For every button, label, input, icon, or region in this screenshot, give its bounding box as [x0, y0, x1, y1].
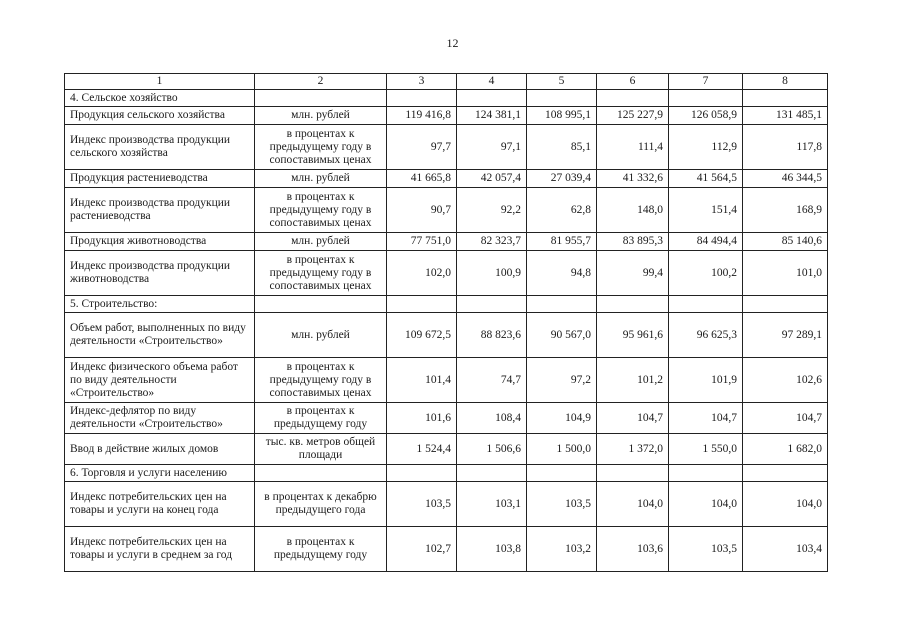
section-row	[65, 465, 828, 482]
table-row	[65, 482, 828, 527]
header-cell: 7	[669, 74, 743, 90]
value-cell: 97,1	[457, 125, 527, 170]
indicator-name: Объем работ, выполненных по виду деятельности «Строительство»	[65, 313, 255, 358]
empty-cell	[457, 296, 527, 313]
value-cell: 104,7	[669, 403, 743, 434]
value-cell: 84 494,4	[669, 233, 743, 251]
value-cell: 97 289,1	[743, 313, 828, 358]
value-cell: 104,9	[527, 403, 597, 434]
unit-cell: млн. рублей	[255, 313, 387, 358]
value-cell: 103,5	[669, 527, 743, 572]
value-cell: 41 332,6	[597, 170, 669, 188]
empty-cell	[669, 90, 743, 107]
empty-cell	[527, 465, 597, 482]
value-cell: 1 682,0	[743, 434, 828, 465]
page-number: 12	[446, 36, 459, 50]
indicators-table	[64, 73, 828, 572]
value-cell: 74,7	[457, 358, 527, 403]
unit-cell: в процентах к предыдущему году в сопоставимых ценах	[255, 188, 387, 233]
header-cell: 5	[527, 74, 597, 90]
indicator-name: Индекс производства продукции сельского хозяйства	[65, 125, 255, 170]
unit-cell: в процентах к декабрю предыдущего года	[255, 482, 387, 527]
table-row	[65, 251, 828, 296]
empty-cell	[743, 296, 828, 313]
value-cell: 62,8	[527, 188, 597, 233]
section-title: 4. Сельское хозяйство	[65, 90, 255, 107]
table-row	[65, 125, 828, 170]
indicator-name: Индекс-дефлятор по виду деятельности «Строительство»	[65, 403, 255, 434]
value-cell: 92,2	[457, 188, 527, 233]
value-cell: 46 344,5	[743, 170, 828, 188]
value-cell: 104,0	[743, 482, 828, 527]
header-cell: 3	[387, 74, 457, 90]
value-cell: 125 227,9	[597, 107, 669, 125]
value-cell: 117,8	[743, 125, 828, 170]
unit-cell: в процентах к предыдущему году в сопоставимых ценах	[255, 251, 387, 296]
value-cell: 168,9	[743, 188, 828, 233]
header-cell: 1	[65, 74, 255, 90]
section-title: 6. Торговля и услуги населению	[65, 465, 255, 482]
value-cell: 77 751,0	[387, 233, 457, 251]
value-cell: 101,6	[387, 403, 457, 434]
value-cell: 124 381,1	[457, 107, 527, 125]
value-cell: 109 672,5	[387, 313, 457, 358]
table-row	[65, 358, 828, 403]
value-cell: 82 323,7	[457, 233, 527, 251]
header-cell: 6	[597, 74, 669, 90]
empty-cell	[457, 465, 527, 482]
value-cell: 99,4	[597, 251, 669, 296]
empty-cell	[669, 465, 743, 482]
unit-cell: тыс. кв. метров общей площади	[255, 434, 387, 465]
value-cell: 90 567,0	[527, 313, 597, 358]
value-cell: 103,6	[597, 527, 669, 572]
section-row	[65, 296, 828, 313]
empty-cell	[597, 296, 669, 313]
unit-cell: млн. рублей	[255, 170, 387, 188]
indicator-name: Продукция растениеводства	[65, 170, 255, 188]
value-cell: 151,4	[669, 188, 743, 233]
table-row	[65, 313, 828, 358]
value-cell: 101,9	[669, 358, 743, 403]
header-cell: 2	[255, 74, 387, 90]
value-cell: 111,4	[597, 125, 669, 170]
value-cell: 104,7	[597, 403, 669, 434]
unit-cell: млн. рублей	[255, 233, 387, 251]
indicator-name: Индекс производства продукции растениеводства	[65, 188, 255, 233]
indicator-name: Индекс потребительских цен на товары и услуги в среднем за год	[65, 527, 255, 572]
value-cell: 81 955,7	[527, 233, 597, 251]
value-cell: 85 140,6	[743, 233, 828, 251]
value-cell: 1 506,6	[457, 434, 527, 465]
indicator-name: Продукция животноводства	[65, 233, 255, 251]
section-title: 5. Строительство:	[65, 296, 255, 313]
value-cell: 100,9	[457, 251, 527, 296]
empty-cell	[387, 296, 457, 313]
empty-cell	[669, 296, 743, 313]
section-row	[65, 90, 828, 107]
value-cell: 102,0	[387, 251, 457, 296]
value-cell: 42 057,4	[457, 170, 527, 188]
empty-cell	[743, 90, 828, 107]
value-cell: 95 961,6	[597, 313, 669, 358]
indicator-name: Индекс физического объема работ по виду деятельности «Строительство»	[65, 358, 255, 403]
table-row	[65, 188, 828, 233]
value-cell: 97,7	[387, 125, 457, 170]
empty-cell	[255, 296, 387, 313]
empty-cell	[255, 465, 387, 482]
value-cell: 103,8	[457, 527, 527, 572]
unit-cell: в процентах к предыдущему году	[255, 527, 387, 572]
unit-cell: млн. рублей	[255, 107, 387, 125]
empty-cell	[527, 296, 597, 313]
value-cell: 103,1	[457, 482, 527, 527]
empty-cell	[597, 90, 669, 107]
header-cell: 4	[457, 74, 527, 90]
header-cell: 8	[743, 74, 828, 90]
value-cell: 108,4	[457, 403, 527, 434]
value-cell: 126 058,9	[669, 107, 743, 125]
value-cell: 94,8	[527, 251, 597, 296]
unit-cell: в процентах к предыдущему году в сопоставимых ценах	[255, 125, 387, 170]
empty-cell	[743, 465, 828, 482]
value-cell: 27 039,4	[527, 170, 597, 188]
empty-cell	[387, 465, 457, 482]
table-row	[65, 107, 828, 125]
empty-cell	[457, 90, 527, 107]
table-row	[65, 527, 828, 572]
empty-cell	[597, 465, 669, 482]
empty-cell	[527, 90, 597, 107]
table-row	[65, 434, 828, 465]
value-cell: 90,7	[387, 188, 457, 233]
value-cell: 101,4	[387, 358, 457, 403]
value-cell: 88 823,6	[457, 313, 527, 358]
table-body	[65, 74, 828, 572]
indicator-name: Ввод в действие жилых домов	[65, 434, 255, 465]
value-cell: 104,0	[669, 482, 743, 527]
value-cell: 104,7	[743, 403, 828, 434]
value-cell: 103,5	[527, 482, 597, 527]
value-cell: 119 416,8	[387, 107, 457, 125]
header-row	[65, 74, 828, 90]
value-cell: 41 665,8	[387, 170, 457, 188]
value-cell: 1 524,4	[387, 434, 457, 465]
value-cell: 131 485,1	[743, 107, 828, 125]
value-cell: 102,6	[743, 358, 828, 403]
value-cell: 83 895,3	[597, 233, 669, 251]
value-cell: 101,0	[743, 251, 828, 296]
value-cell: 1 500,0	[527, 434, 597, 465]
value-cell: 41 564,5	[669, 170, 743, 188]
value-cell: 96 625,3	[669, 313, 743, 358]
value-cell: 100,2	[669, 251, 743, 296]
value-cell: 108 995,1	[527, 107, 597, 125]
value-cell: 85,1	[527, 125, 597, 170]
value-cell: 103,2	[527, 527, 597, 572]
empty-cell	[387, 90, 457, 107]
table-row	[65, 403, 828, 434]
indicator-name: Индекс потребительских цен на товары и услуги на конец года	[65, 482, 255, 527]
unit-cell: в процентах к предыдущему году	[255, 403, 387, 434]
value-cell: 112,9	[669, 125, 743, 170]
value-cell: 1 372,0	[597, 434, 669, 465]
table-row	[65, 170, 828, 188]
value-cell: 104,0	[597, 482, 669, 527]
indicator-name: Индекс производства продукции животноводства	[65, 251, 255, 296]
value-cell: 102,7	[387, 527, 457, 572]
value-cell: 1 550,0	[669, 434, 743, 465]
empty-cell	[255, 90, 387, 107]
indicator-name: Продукция сельского хозяйства	[65, 107, 255, 125]
table-row	[65, 233, 828, 251]
value-cell: 103,4	[743, 527, 828, 572]
value-cell: 97,2	[527, 358, 597, 403]
unit-cell: в процентах к предыдущему году в сопоставимых ценах	[255, 358, 387, 403]
value-cell: 101,2	[597, 358, 669, 403]
value-cell: 148,0	[597, 188, 669, 233]
value-cell: 103,5	[387, 482, 457, 527]
